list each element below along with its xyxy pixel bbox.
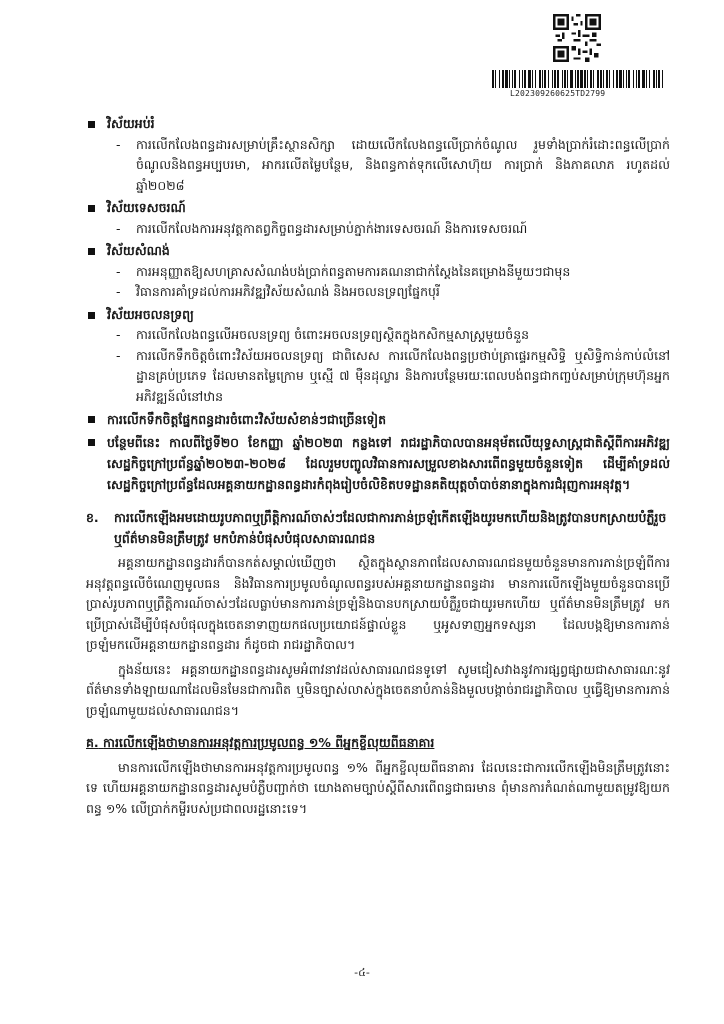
list-item-text: ការអនុញ្ញាតឱ្យសហគ្រាសសំណង់បង់ប្រាក់ពន្ធតាមការគណនាជាក់ស្តែងនៃគម្រោងនីមួយៗជាមុន (136, 263, 571, 279)
dash-marker: - (116, 327, 121, 342)
section-items (86, 219, 670, 240)
point-kh-heading (86, 507, 670, 549)
point-kor-heading (86, 733, 670, 754)
section-title-text: វិស័យអប់រំ (107, 116, 155, 131)
list-item-text: ការលើកទឹកចិត្តចំពោះវិស័យអចលនទ្រព្យ ជាពិសេស ការលើកលែងពន្ធប្រថាប់ត្រាផ្ទេរកម្មសិទ្ធិ ឬសិទ្ធិកាន់កាប់លំនៅដ្ឋានគ្រប់ប្រភេទ ដែលមានតម្លៃក្រោម ឬស្មើ ៧ ម៉ឺនដុល្លារ និងការបន្ថែមរយៈពេលបង់ពន្ធជាកញ្ចប់សម្រាប់ក្រុមហ៊ុនអ្នកអភិវឌ្ឍន៍លំនៅឋាន (136, 347, 670, 404)
dash-marker: - (116, 220, 121, 236)
section-items (86, 135, 670, 197)
square-bullet-icon (88, 248, 95, 255)
bold-bullet-item (86, 432, 670, 495)
section-title-text: វិស័យអចលនទ្រព្យ (107, 306, 194, 322)
document-body (86, 112, 670, 819)
bold-bullet-text: ការលើកទឹកចិត្តផ្នែកពន្ធដារចំពោះវិស័យសំខាន់ៗជាច្រើនទៀត (107, 412, 387, 427)
list-item (116, 135, 670, 197)
square-bullet-icon (88, 416, 95, 423)
qr-code-icon (553, 14, 601, 62)
section-title (86, 114, 670, 135)
point-kh-number: ខ. (86, 510, 99, 525)
point-kor-title: ការលើកឡើងថាមានការអនុវត្តការប្រមូលពន្ធ ១% ពីអ្នកខ្ចីលុយពីធនាគារ (103, 735, 435, 750)
point-kh-title: ការលើកឡើងអមដោយរូបភាពឬព្រឹត្តិការណ៍ចាស់ៗដែលជាការភាន់ច្រឡំកើតឡើងយូរមកហើយនិងត្រូវបានបកស្រាយបំភ្លឺរួច ឬព័ត៌មានមិនត្រឹមត្រូវ មកបំភាន់បំផុសបំផុលសាធារណជន (114, 510, 667, 546)
list-item-text: ការលើកលែងពន្ធលើអចលនទ្រព្យ ចំពោះអចលនទ្រព្យស្ថិតក្នុងកសិកម្មសាស្ត្រមួយចំនួន (136, 327, 530, 342)
list-item-text: វិធានការគាំទ្រដល់ការអភិវឌ្ឍវិស័យសំណង់ និងអចលនទ្រព្យផ្នែកបុរី (136, 284, 440, 299)
list-item (116, 325, 670, 346)
sector-sections (86, 114, 670, 407)
list-item-text: ការលើកលែងការអនុវត្តកាតព្វកិច្ចពន្ធដារសម្រាប់ភ្នាក់ងារទេសចរណ៍ និងការទេសចរណ៍ (136, 220, 528, 236)
section-title-text: វិស័យទេសចរណ៍ (107, 200, 186, 215)
square-bullet-icon (88, 121, 95, 128)
section-title (86, 305, 670, 326)
section-title (86, 198, 670, 219)
dash-marker: - (116, 284, 121, 299)
list-item (116, 219, 670, 240)
square-bullet-icon (88, 205, 95, 212)
barcode-icon (492, 70, 664, 88)
square-bullet-icon (88, 439, 95, 446)
section-items (86, 262, 670, 303)
list-item (116, 346, 670, 408)
paragraph: ក្នុងន័យនេះ អគ្គនាយកដ្ឋានពន្ធដារសូមអំពាវនាវដល់សាធារណជនទូទៅ សូមជៀសវាងនូវការផ្សព្វផ្សាយជាសាធារណៈនូវព័ត៌មានទាំងឡាយណាដែលមិនមែនជាការពិត ឬមិនច្បាស់លាស់ក្នុងចេតនាបំភាន់និងមួលបង្កាច់រាជរដ្ឋាភិបាល ឬធ្វើឱ្យមានការភាន់ច្រឡំណាមួយដល់សាធារណជន។ (86, 661, 670, 718)
list-item (116, 282, 670, 303)
dash-marker: - (116, 347, 121, 363)
square-bullet-icon (88, 312, 95, 319)
section-title (86, 241, 670, 262)
point-kor-number: គ. (86, 735, 99, 750)
section-title-text: វិស័យសំណង់ (107, 243, 170, 258)
bold-bullets (86, 409, 670, 495)
dash-marker: - (116, 263, 121, 279)
bold-bullet-text: បន្ថែមពីនេះ កាលពីថ្ងៃទី២០ ខែកញ្ញា ឆ្នាំ២០២៣ កន្លងទៅ រាជរដ្ឋាភិបាលបានអនុម័តលើយុទ្ធសាស្ត្រជាតិស្តីពីការអភិវឌ្ឍសេដ្ឋកិច្ចក្រៅប្រព័ន្ធឆ្នាំ២០២៣-២០២៨ ដែលរួមបញ្ចូលវិធានការសម្រួលខាងសារពើពន្ធមួយចំនួនទៀត ដើម្បីគាំទ្រដល់សេដ្ឋកិច្ចក្រៅប្រព័ន្ធដែលអគ្គនាយកដ្ឋានពន្ធដារកំពុងរៀបចំលិខិតបទដ្ឋានគតិយុត្តចាំបាច់នានាក្នុងការជំរុញការអនុវត្ត។ (107, 435, 670, 492)
dash-marker: - (116, 136, 121, 152)
section-items (86, 325, 670, 407)
list-item (116, 262, 670, 283)
page-number: -៤- (354, 966, 370, 979)
paragraph: អគ្គនាយកដ្ឋានពន្ធដារក៏បានកត់សម្គាល់ឃើញថា ស្ថិតក្នុងស្ថានភាពដែលសាធារណជនមួយចំនួនមានការភាន់ច្រឡំពីការអនុវត្តពន្ធលើចំណេញមូលធន និងវិធានការប្រមូលចំណូលពន្ធរបស់អគ្គនាយកដ្ឋានពន្ធដារ មានការលើកឡើងមួយចំនួនបានប្រើប្រាស់រូបភាពឬព្រឹត្តិការណ៍ចាស់ៗដែលធ្លាប់មានការភាន់ច្រឡំនិងបានបកស្រាយបំភ្លឺរួចជាយូរមកហើយ ឬព័ត៌មានមិនត្រឹមត្រូវ មកប្រើប្រាស់ដើម្បីបំផុសបំផុលក្នុងចេតនាទាញយកផលប្រយោជន៍ផ្ទាល់ខ្លួន ឬអូសទាញអ្នកទស្សនា ដែលបង្កឱ្យមានការភាន់ច្រឡំមកលើអគ្គនាយកដ្ឋានពន្ធដារ ក៏ដូចជា រាជរដ្ឋាភិបាល។ (86, 555, 670, 652)
paragraph: មានការលើកឡើងថាមានការអនុវត្តការប្រមូលពន្ធ ១% ពីអ្នកខ្ចីលុយពីធនាគារ ដែលនេះជាការលើកឡើងមិនត្រឹមត្រូវនោះទេ ហើយអគ្គនាយកដ្ឋានពន្ធដារសូមបំភ្លឺបញ្ជាក់ថា យោងតាមច្បាប់ស្តីពីសារពើពន្ធជាធរមាន ពុំមានការកំណត់ណាមួយតម្រូវឱ្យយកពន្ធ ១% លើប្រាក់កម្ចីរបស់ប្រជាពលរដ្ឋនោះទេ។ (86, 759, 670, 816)
bold-bullet-item (86, 409, 670, 430)
list-item-text: ការលើកលែងពន្ធដារសម្រាប់គ្រឹះស្ថានសិក្សា ដោយលើកលែងពន្ធលើប្រាក់ចំណូល រួមទាំងប្រាក់រំដោះពន្ធលើប្រាក់ចំណូលនិងពន្ធអប្បបរមា, អាករលើតម្លៃបន្ថែម, និងពន្ធកាត់ទុកលើសោហ៊ុយ ការប្រាក់ និងភាគលាភ រហូតដល់ឆ្នាំ២០២៨ (136, 136, 670, 193)
document-reference: L202309260625TD2799 (510, 89, 606, 98)
